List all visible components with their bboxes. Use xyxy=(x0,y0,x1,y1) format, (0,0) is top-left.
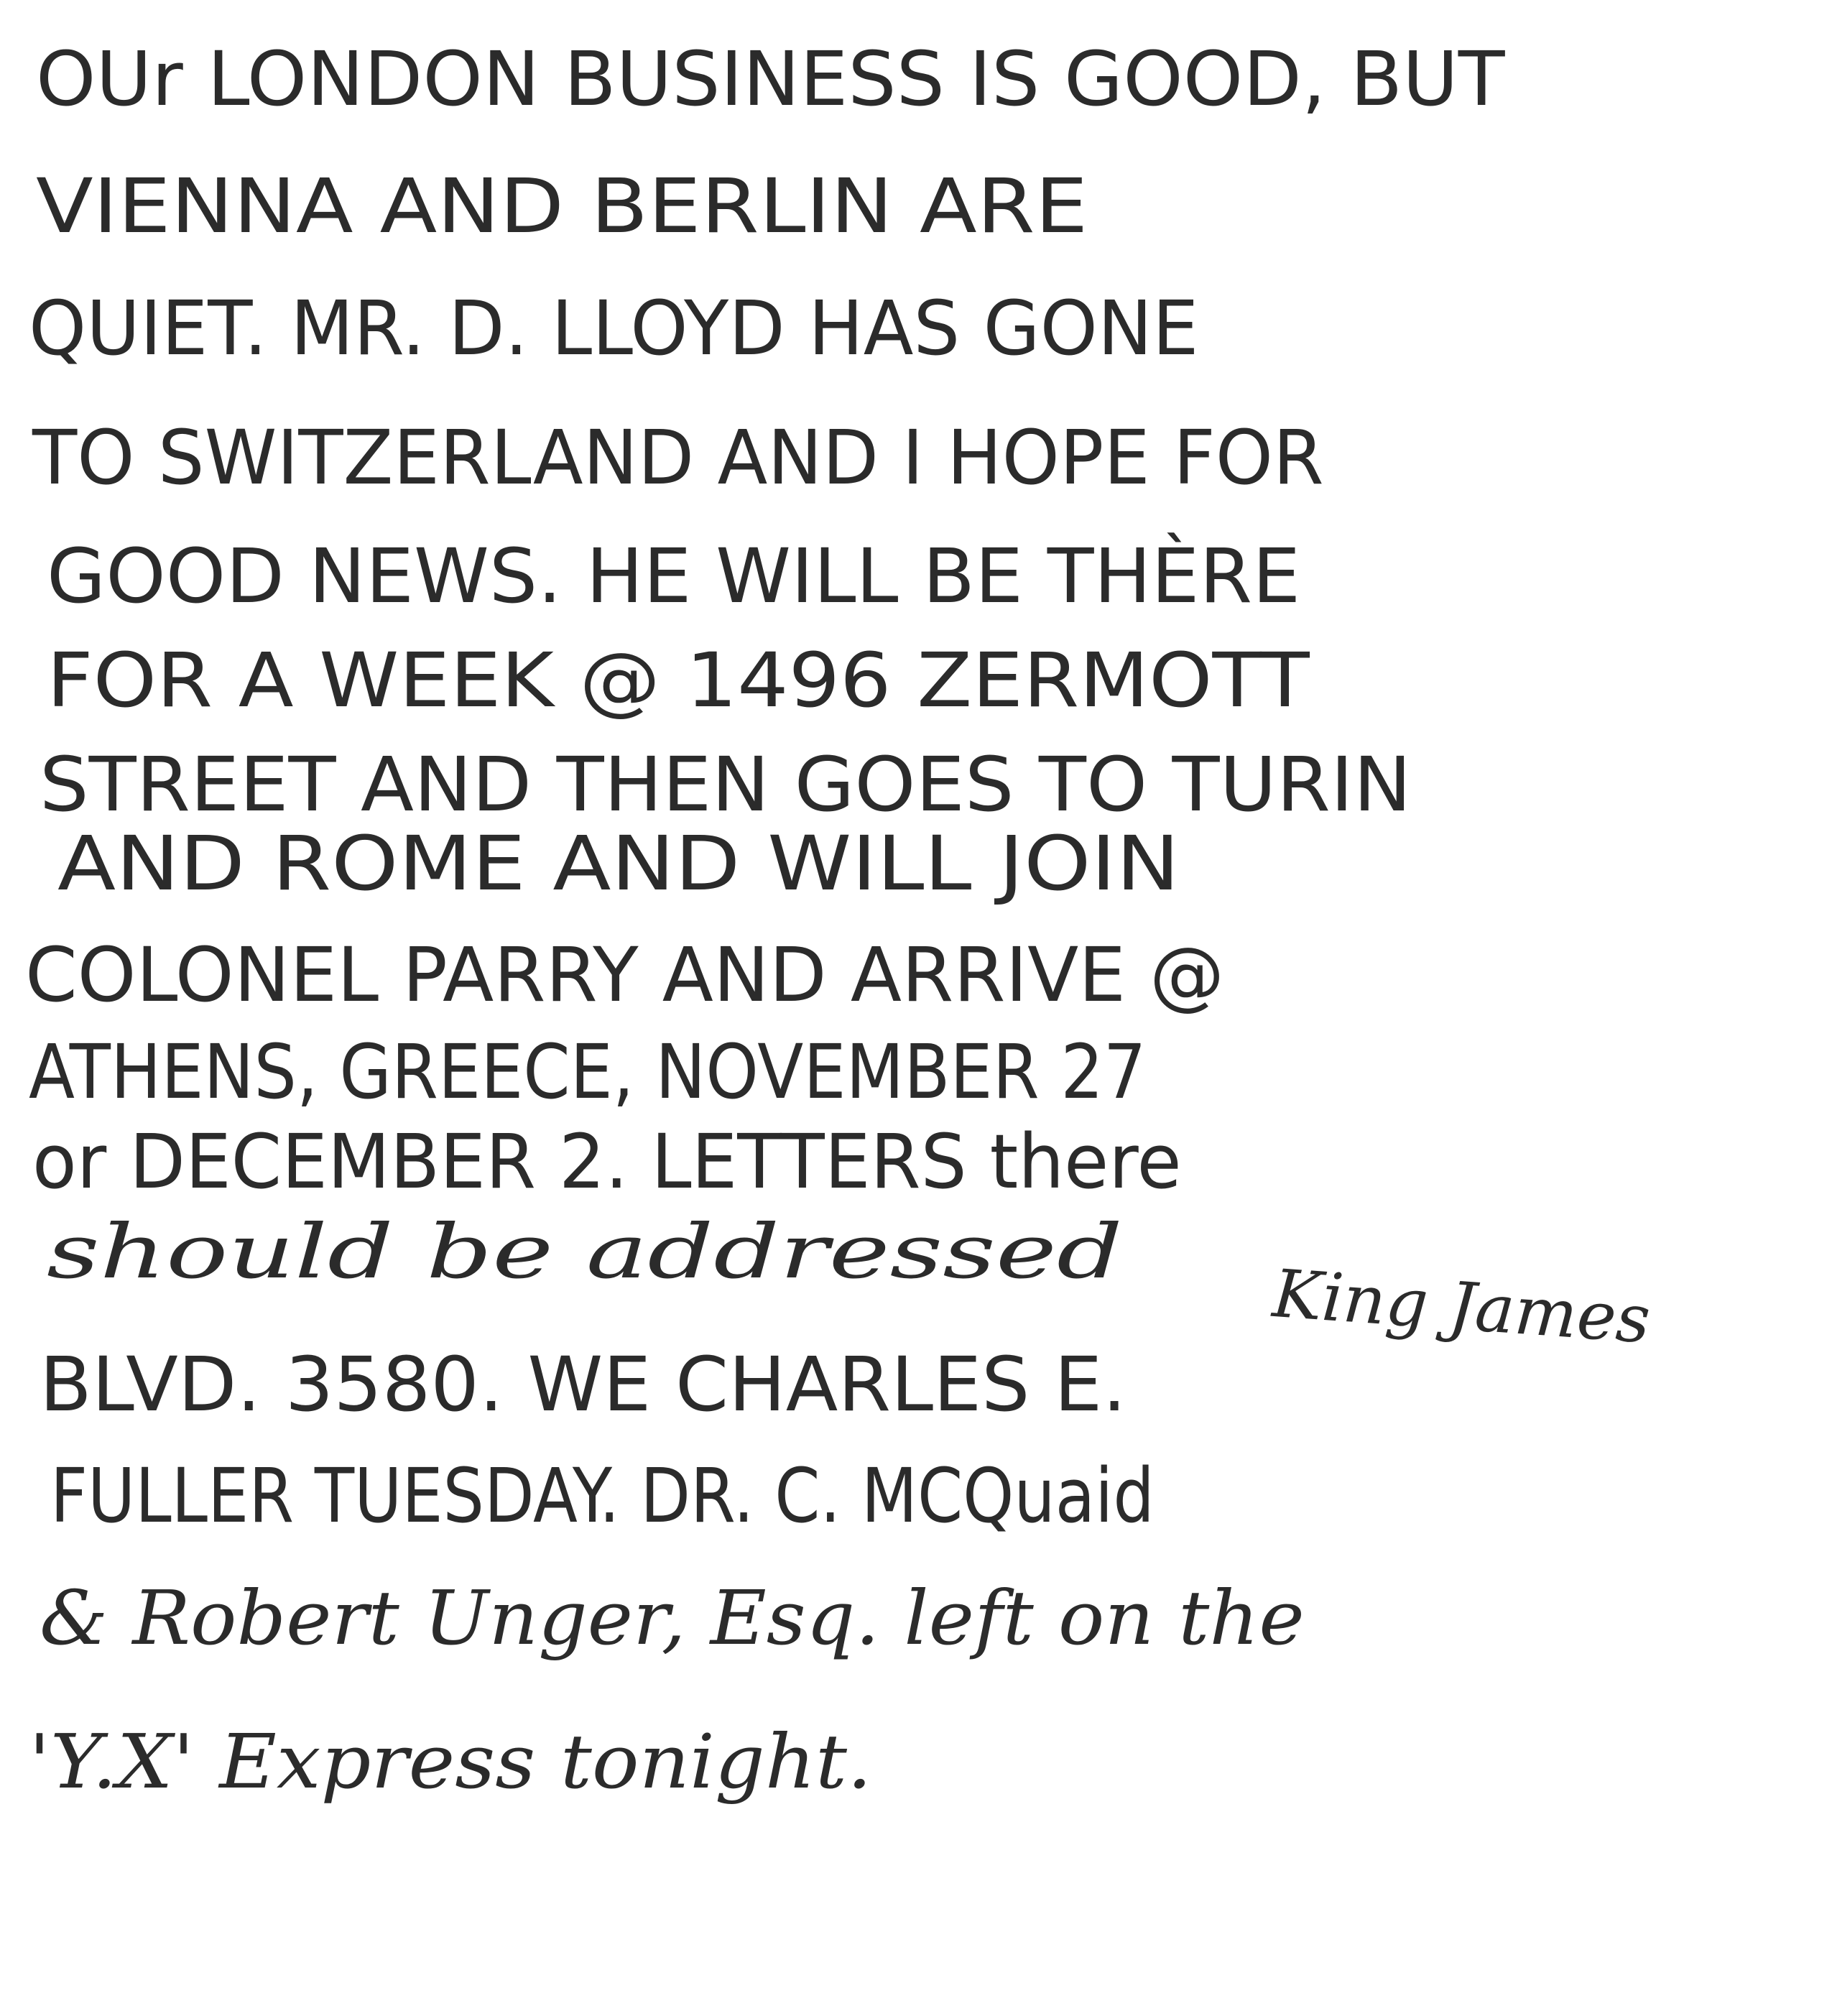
note-line-16: 'Y.X' Express tonight. xyxy=(29,1718,872,1805)
note-line-1: OUr LONDON BUSINESS IS GOOD, BUT xyxy=(36,35,1505,123)
note-line-14: FULLER TUESDAY. DR. C. MCQuaid xyxy=(50,1452,1155,1540)
inserted-text: King James xyxy=(1270,1255,1653,1359)
note-line-3: QUIET. MR. D. LLOYD HAS GONE xyxy=(29,285,1199,372)
note-line-13: BLVD. 3580. WE CHARLES E. xyxy=(40,1341,1127,1428)
note-line-5: GOOD NEWS. HE WILL BE THÈRE xyxy=(47,532,1301,620)
note-line-10: ATHENS, GREECE, NOVEMBER 27 xyxy=(29,1028,1147,1116)
note-line-12: should be addressed xyxy=(47,1208,1123,1295)
note-line-8: AND ROME AND WILL JOIN xyxy=(57,820,1180,907)
note-line-7: STREET AND THEN GOES TO TURIN xyxy=(40,741,1412,828)
note-line-6: FOR A WEEK @ 1496 ZERMOTT xyxy=(47,637,1310,724)
note-line-9: COLONEL PARRY AND ARRIVE @ xyxy=(25,931,1225,1019)
note-line-11: or DECEMBER 2. LETTERS there xyxy=(32,1118,1182,1206)
note-line-15: & Robert Unger, Esq. left on the xyxy=(40,1574,1305,1662)
note-line-4: TO SWITZERLAND AND I HOPE FOR xyxy=(32,414,1324,501)
note-line-2: VIENNA AND BERLIN ARE xyxy=(36,162,1088,250)
